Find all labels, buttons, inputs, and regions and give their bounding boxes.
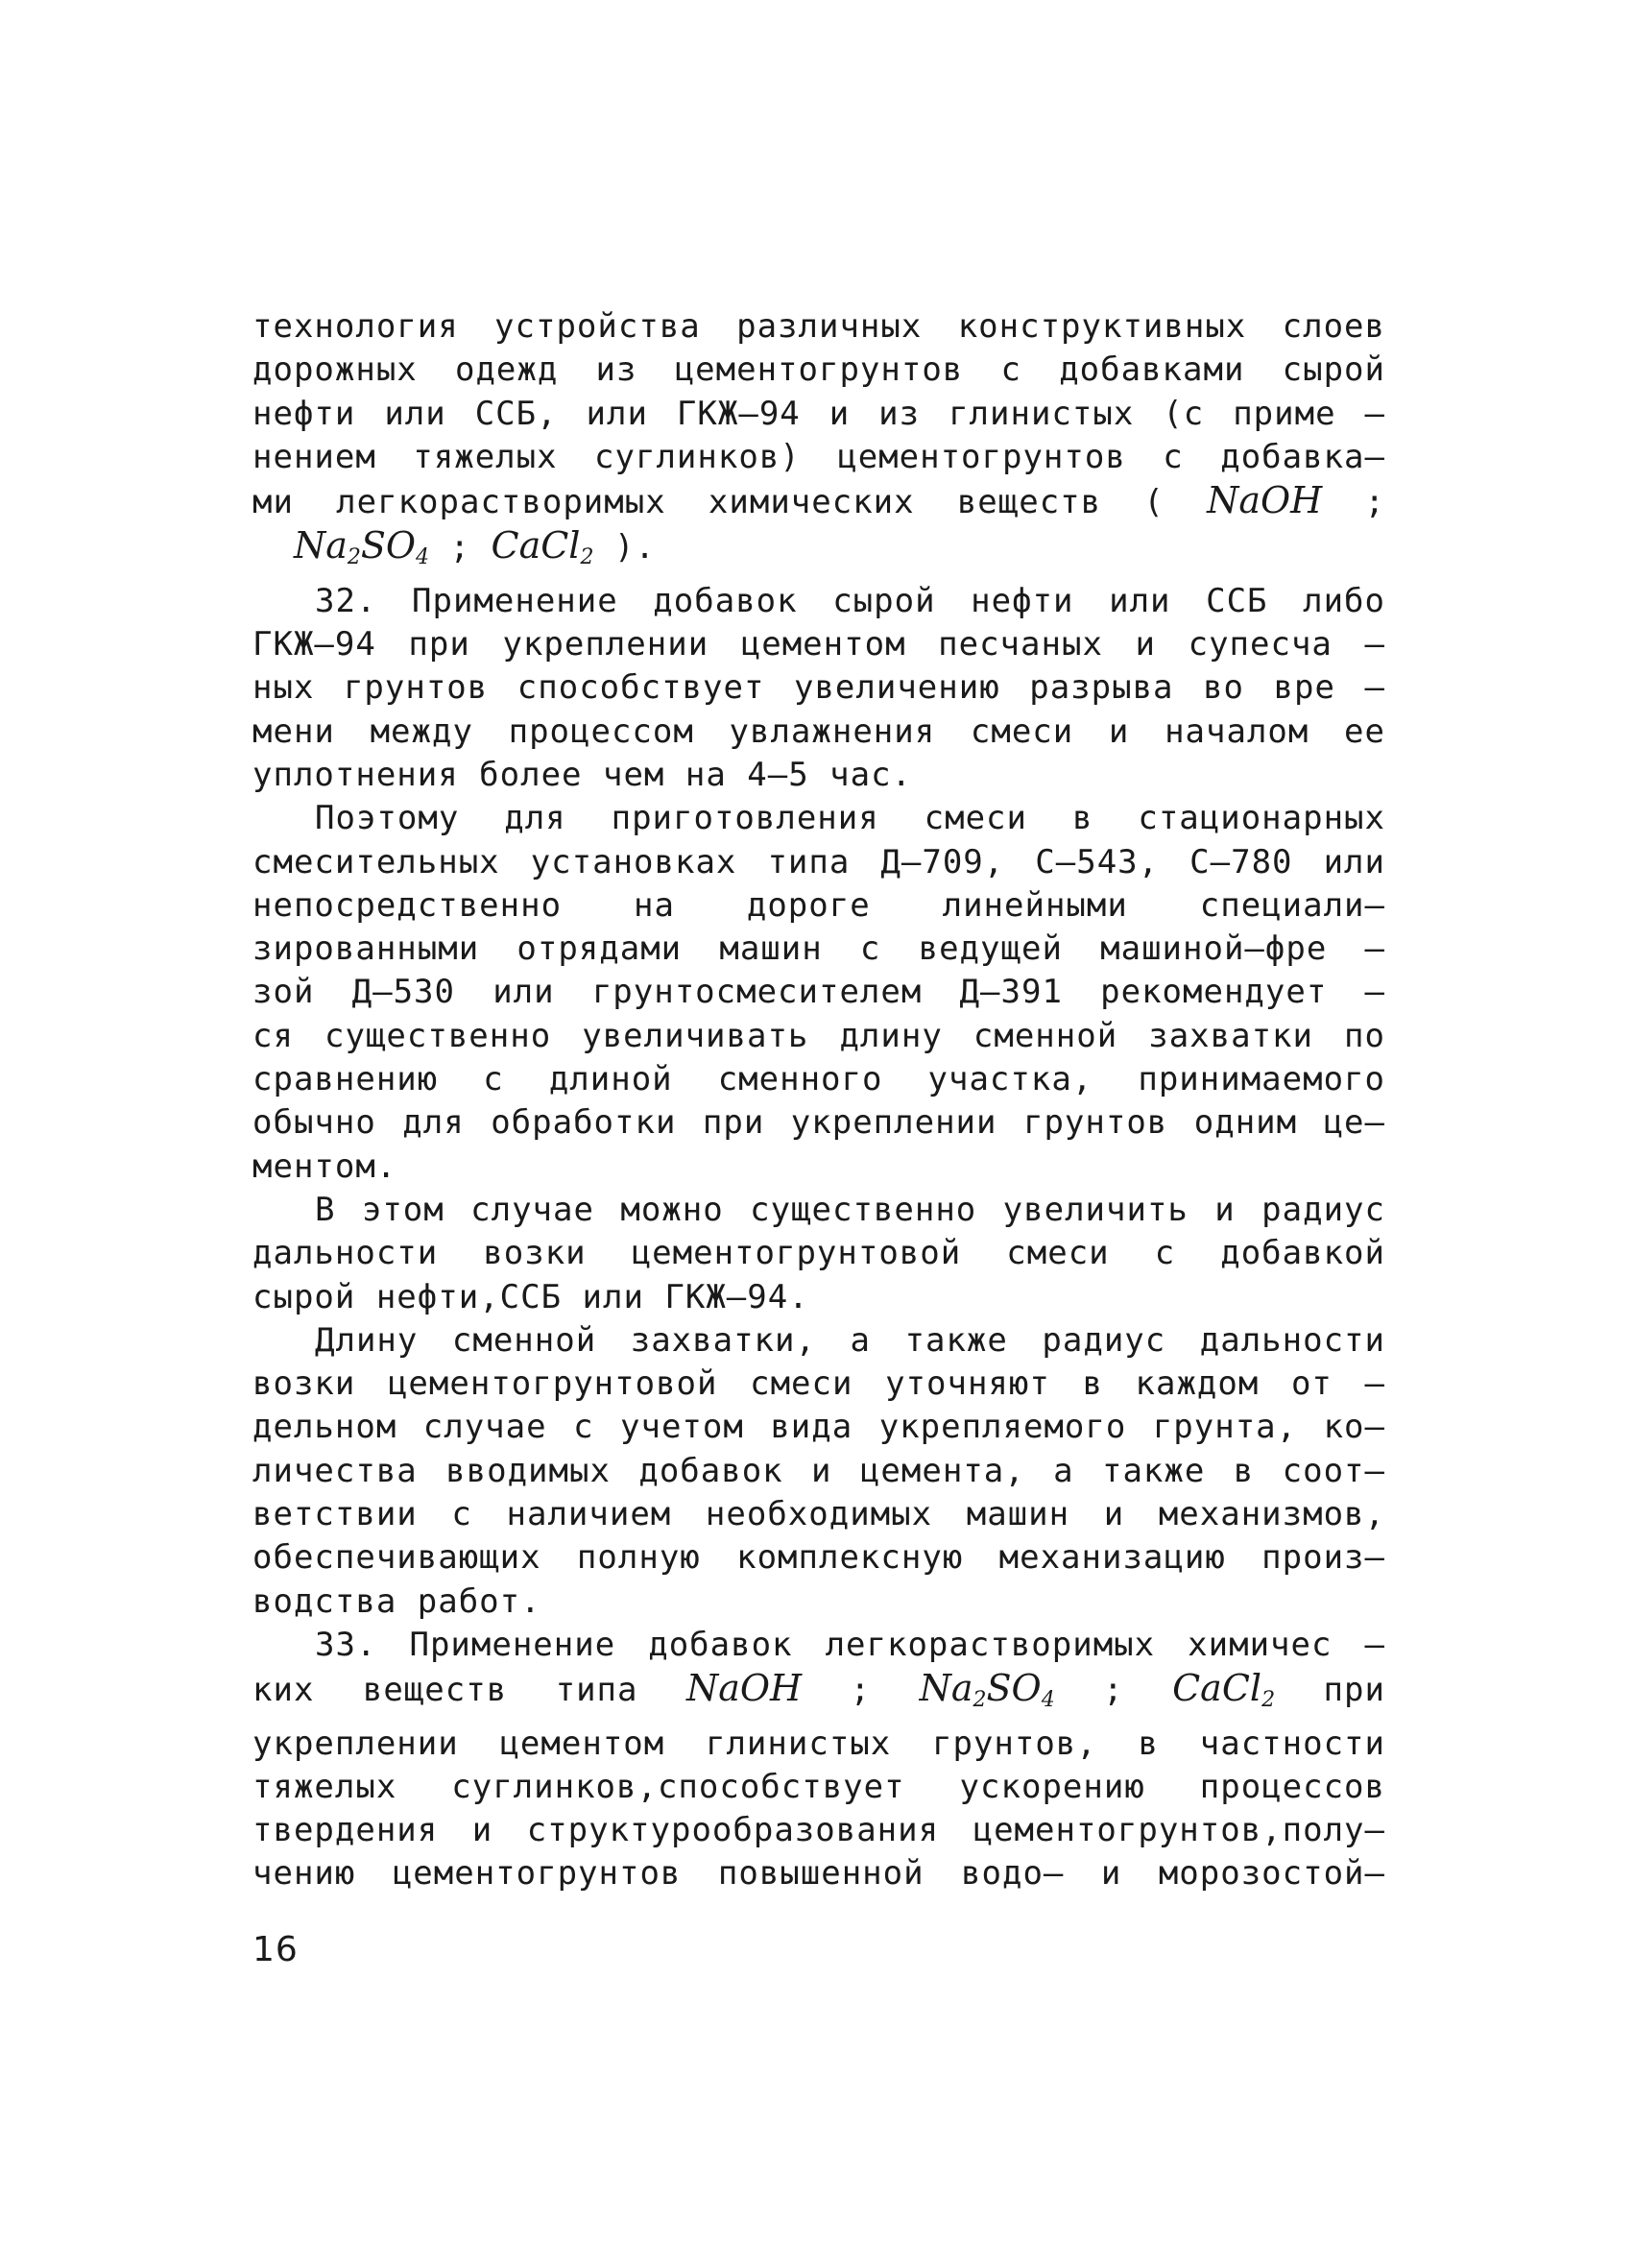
text-line: сырой нефти,ССБ или ГКЖ–94. [252, 1277, 809, 1316]
text-line: нением тяжелых суглинков) цементогрунтов с добавка– [252, 437, 1385, 476]
text-line: чению цементогрунтов повышенной водо– и морозостой– [252, 1854, 1385, 1894]
handwritten-formula-na2so4: $Na_2SO_4$ [919, 1667, 1055, 1713]
text-line: ных грунтов способствует увеличению разрыва во вре – [252, 668, 1385, 708]
handwritten-formula-cacl2: CaCl$_2$ [491, 524, 594, 570]
text-line: ся существенно увеличивать длину сменной захватки по [252, 1016, 1385, 1055]
text-line: 33. Применение добавок легкорастворимых химичес – [315, 1625, 1385, 1664]
text-line: дальности возки цементогрунтовой смеси с добавкой [252, 1234, 1385, 1273]
text-line: дельном случае с учетом вида укрепляемого грунта, ко– [252, 1408, 1385, 1447]
text-line: обычно для обработки при укреплении грунтов одним це– [252, 1103, 1385, 1143]
text-line: В этом случае можно существенно увеличить и радиус [315, 1190, 1385, 1229]
paragraph [252, 797, 1385, 1189]
page-number: 16 [252, 1930, 299, 1969]
text-fragment: ; [449, 528, 471, 567]
text-line: ветствии с наличием необходимых машин и механизмов, [252, 1495, 1385, 1534]
text-line: личества вводимых добавок и цемента, а также в соот– [252, 1451, 1385, 1490]
paragraph [252, 1319, 1385, 1624]
text-line: Длину сменной захватки, а также радиус дальности [315, 1320, 1385, 1360]
text-line: зой Д–530 или грунтосмесителем Д–391 рекомендует – [252, 973, 1385, 1012]
body-text [252, 305, 1385, 1896]
text-line: смесительных установках типа Д–709, С–543, С–780 или [252, 842, 1385, 881]
handwritten-formula-cacl2: CaCl$_2$ [1172, 1667, 1276, 1713]
text-fragment: ). [613, 528, 656, 567]
text-line: дорожных одежд из цементогрунтов с добавками сырой [252, 350, 1385, 390]
text-line: обеспечивающих полную комплексную механизацию произ– [252, 1538, 1385, 1578]
text-line: технология устройства различных конструктивных слоев [252, 307, 1385, 346]
paragraph [252, 1189, 1385, 1319]
paragraph [252, 305, 1385, 580]
text-line-with-formula [252, 479, 1385, 524]
text-fragment: ; [1103, 1671, 1124, 1710]
text-line: непосредственно на дороге линейными специали– [252, 885, 1385, 925]
text-line: нефти или ССБ, или ГКЖ–94 и из глинистых (с приме – [252, 394, 1385, 433]
handwritten-formula-naoh: NaOH [685, 1667, 803, 1710]
text-line: возки цементогрунтовой смеси уточняют в каждом от – [252, 1364, 1385, 1404]
text-fragment: ; [850, 1671, 872, 1710]
text-line: мени между процессом увлажнения смеси и началом ее [252, 712, 1385, 751]
text-line: ГКЖ–94 при укреплении цементом песчаных и супесча – [252, 625, 1385, 664]
text-line: Поэтому для приготовления смеси в стационарных [315, 799, 1385, 838]
text-line: водства работ. [252, 1581, 541, 1621]
text-line-with-formula [252, 1667, 1385, 1722]
text-fragment: ми легкорастворимых химических веществ ( [252, 483, 1165, 522]
text-line: зированными отрядами машин с ведущей машиной–фре – [252, 929, 1385, 969]
text-line: уплотнения более чем на 4–5 час. [252, 755, 913, 794]
text-line: тяжелых суглинков,способствует ускорению процессов [252, 1767, 1385, 1806]
text-line: твердения и структурообразования цементогрунтов,полу– [252, 1811, 1385, 1850]
text-fragment: ; [1364, 483, 1385, 522]
text-line-with-formula [252, 524, 1385, 579]
handwritten-formula-naoh: NaOH [1207, 479, 1323, 522]
text-line: сравнению с длиной сменного участка, принимаемого [252, 1060, 1385, 1099]
text-line: ментом. [252, 1146, 397, 1186]
paragraph [252, 1624, 1385, 1896]
text-fragment: ких веществ типа [252, 1671, 638, 1710]
text-line: 32. Применение добавок сырой нефти или ССБ либо [315, 581, 1385, 620]
paragraph [252, 580, 1385, 797]
handwritten-formula-na2so4: $Na_2SO_4$ [293, 524, 430, 570]
text-fragment: при [1323, 1671, 1385, 1710]
text-line: укреплении цементом глинистых грунтов, в частности [252, 1724, 1385, 1763]
